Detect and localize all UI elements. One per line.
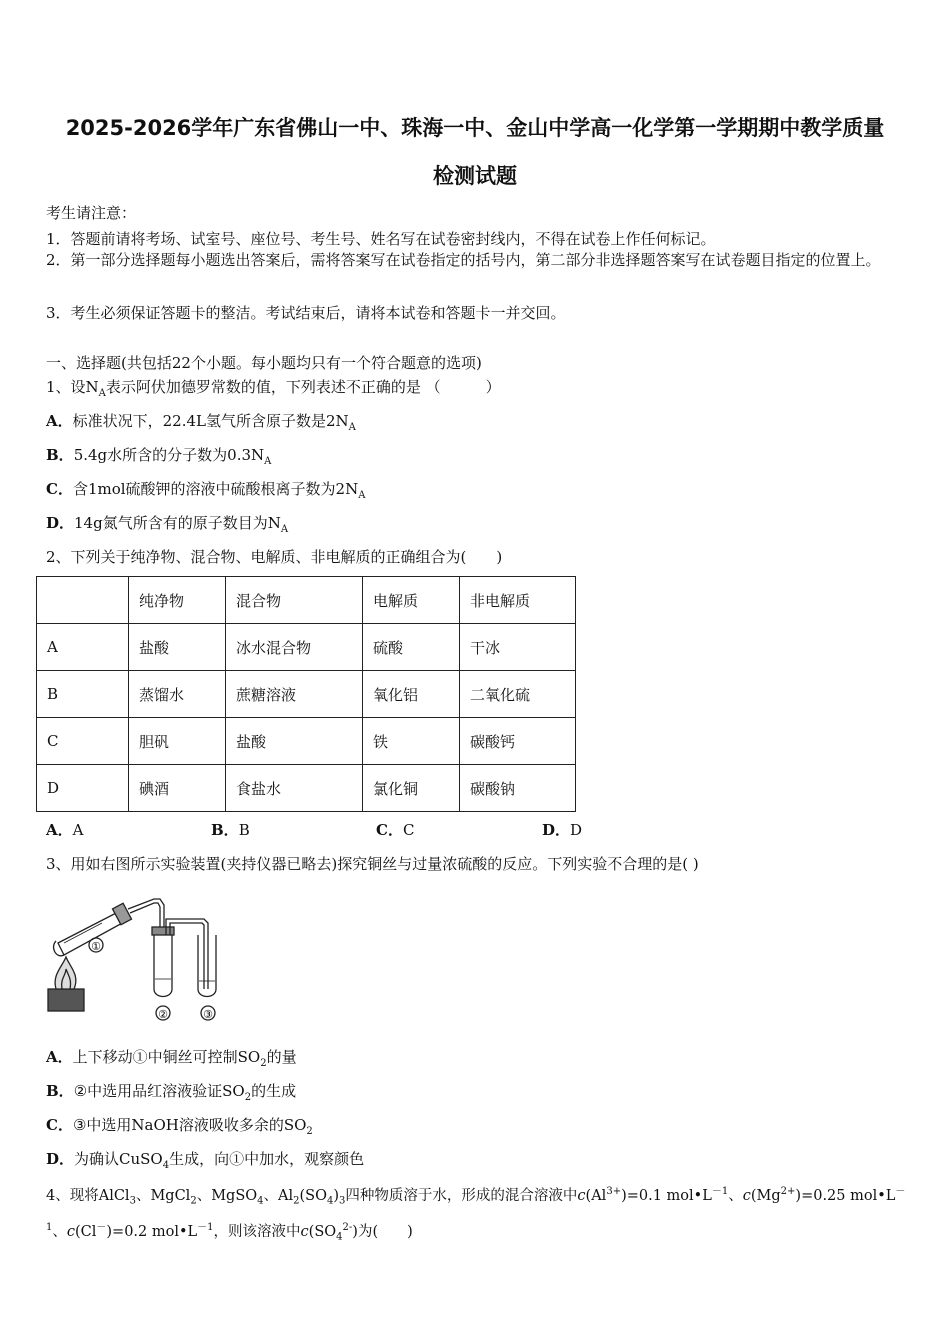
q4-var: c	[66, 1223, 75, 1240]
test-tube-2	[154, 935, 172, 997]
q4-text: 四种物质溶于水，形成的混合溶液中	[345, 1187, 578, 1204]
q1-stem	[46, 376, 501, 399]
q4-text: )	[333, 1187, 340, 1204]
table-cell: A	[37, 624, 129, 671]
table-cell: 碳酸钙	[460, 718, 576, 765]
table-cell: B	[37, 671, 129, 718]
q4-text: 、	[52, 1223, 67, 1240]
q4-sup: －1	[711, 1186, 729, 1197]
table-cell: 二氧化硫	[460, 671, 576, 718]
table-cell: 干冰	[460, 624, 576, 671]
table-header-row	[37, 577, 576, 624]
table-cell: 碘酒	[129, 765, 226, 812]
stopper-2	[152, 927, 174, 935]
table-cell: C	[37, 718, 129, 765]
q4-text: (Mg	[750, 1187, 781, 1204]
option-label: B．	[46, 446, 74, 464]
table-header-cell	[37, 577, 129, 624]
table-header-cell: 混合物	[226, 577, 363, 624]
option-sub: A	[348, 422, 356, 433]
q2-table	[36, 576, 576, 812]
option-text: ②中选用品红溶液验证SO	[73, 1082, 245, 1100]
option-text: B	[238, 821, 250, 839]
q4-sup: －	[96, 1222, 107, 1233]
table-row	[37, 718, 576, 765]
option-label: A．	[46, 1048, 73, 1066]
table-cell: 盐酸	[226, 718, 363, 765]
option-text: 上下移动①中铜丝可控制SO	[72, 1048, 261, 1066]
q4-text: 、	[728, 1187, 743, 1204]
q4-text: 、MgSO	[196, 1187, 258, 1204]
q2-option-b[interactable]	[211, 819, 250, 840]
q4-sub: 4	[336, 1231, 343, 1243]
q4-text: (Cl	[75, 1223, 97, 1240]
option-sub: A	[264, 456, 272, 467]
option-sub: A	[358, 490, 366, 501]
q4-var: c	[300, 1223, 309, 1240]
option-label: C．	[46, 480, 73, 498]
table-cell: 蔗糖溶液	[226, 671, 363, 718]
q2-option-c[interactable]	[376, 819, 414, 840]
table-row	[37, 624, 576, 671]
table-cell: 冰水混合物	[226, 624, 363, 671]
q4-text: 4、现将AlCl	[46, 1187, 130, 1204]
q4-sub: 3	[339, 1195, 346, 1207]
table-header-cell: 非电解质	[460, 577, 576, 624]
option-label: A．	[46, 821, 73, 839]
option-text: 生成，向①中加水，观察颜色	[169, 1150, 365, 1168]
table-cell: 食盐水	[226, 765, 363, 812]
test-tube-3	[198, 935, 216, 997]
option-label: A．	[46, 412, 73, 430]
q4-sub: 4	[257, 1195, 264, 1207]
table-cell: 碳酸钠	[460, 765, 576, 812]
q1-stem-part: 1、设N	[46, 378, 99, 396]
option-text: 为确认CuSO	[74, 1150, 163, 1168]
option-text: 含1mol硫酸钾的溶液中硫酸根离子数为2N	[72, 480, 359, 498]
table-header-cell: 纯净物	[129, 577, 226, 624]
table-cell: D	[37, 765, 129, 812]
option-sub: 2	[244, 1092, 252, 1103]
q4-text: )=0.25 mol•L	[795, 1187, 896, 1204]
table-cell: 氯化铜	[363, 765, 460, 812]
q4-sup: 2+	[780, 1186, 796, 1197]
option-text: D	[570, 821, 583, 839]
q1-option-b[interactable]	[46, 444, 271, 467]
page-title-line2: 检测试题	[433, 164, 517, 188]
q4-text: (SO	[299, 1187, 327, 1204]
table-row	[37, 671, 576, 718]
q3-option-a[interactable]	[46, 1046, 297, 1069]
q4-sup: 1	[46, 1222, 53, 1233]
option-sub: A	[280, 524, 289, 535]
table-cell: 氧化铝	[363, 671, 460, 718]
q4-sup: 3+	[606, 1186, 622, 1197]
q1-option-c[interactable]	[46, 478, 365, 501]
option-text: 标准状况下，22.4L氢气所含原子数是2N	[72, 412, 349, 430]
q4-sub: 4	[327, 1195, 334, 1207]
q3-option-d[interactable]	[46, 1148, 364, 1171]
option-text: C	[402, 821, 415, 839]
option-label: C．	[46, 1116, 73, 1134]
q4-text: )=0.1 mol•L	[621, 1187, 712, 1204]
table-cell: 盐酸	[129, 624, 226, 671]
label-1: ①	[91, 940, 101, 953]
q4-sup: －1	[197, 1222, 214, 1233]
notice-item-3: 3．考生必须保证答题卡的整洁。考试结束后，请将本试卷和答题卡一并交回。	[46, 304, 566, 322]
q2-stem: 2、下列关于纯净物、混合物、电解质、非电解质的正确组合为( )	[46, 548, 503, 566]
option-sub: 4	[162, 1160, 170, 1171]
option-text: 的生成	[251, 1082, 297, 1100]
q2-option-a[interactable]	[46, 819, 83, 840]
option-text: 的量	[266, 1048, 297, 1066]
q4-sub: 3	[129, 1195, 136, 1207]
notice-item-1: 1．答题前请将考场、试室号、座位号、考生号、姓名写在试卷密封线内，不得在试卷上作任何标记。	[46, 230, 716, 248]
table-header-cell: 电解质	[363, 577, 460, 624]
table-cell: 胆矾	[129, 718, 226, 765]
q3-option-c[interactable]	[46, 1114, 313, 1137]
q4-stem-line2	[46, 1218, 413, 1243]
q4-text: 、Al	[263, 1187, 294, 1204]
q3-option-b[interactable]	[46, 1080, 296, 1103]
option-label: B．	[46, 1082, 74, 1100]
option-text: 14g氮气所含有的原子数目为N	[74, 514, 281, 532]
option-label: D．	[542, 821, 571, 839]
option-text: A	[72, 821, 84, 839]
link-tube-inner	[170, 923, 204, 989]
option-label: B．	[211, 821, 239, 839]
q1-option-a[interactable]	[46, 410, 356, 433]
table-row	[37, 765, 576, 812]
q1-option-d[interactable]	[46, 512, 288, 535]
option-sub: 2	[306, 1126, 313, 1137]
label-2: ②	[158, 1008, 168, 1021]
q4-text: 、MgCl	[135, 1187, 191, 1204]
q4-text: )=0.2 mol•L	[106, 1223, 198, 1240]
section-heading: 一、选择题(共包括22个小题。每小题均只有一个符合题意的选项)	[46, 354, 482, 372]
stopper-1	[112, 903, 131, 925]
option-label: C．	[376, 821, 403, 839]
table-cell: 硫酸	[363, 624, 460, 671]
q4-sub: 2	[190, 1195, 197, 1207]
apparatus-diagram	[42, 893, 242, 1027]
q4-sup: －	[895, 1186, 906, 1197]
option-label: D．	[46, 1150, 75, 1168]
q4-text: (Al	[585, 1187, 607, 1204]
q1-stem-part: 表示阿伏加德罗常数的值，下列表述不正确的是 （ ）	[105, 378, 501, 396]
q4-var: c	[742, 1187, 751, 1204]
option-label: D．	[46, 514, 75, 532]
q1-stem-sub: A	[98, 388, 106, 399]
notice-heading: 考生请注意：	[46, 204, 137, 222]
q4-sup: 2-	[342, 1222, 353, 1233]
option-text: ③中选用NaOH溶液吸收多余的SO	[72, 1116, 307, 1134]
q4-text: )为( )	[352, 1223, 413, 1240]
q4-stem-line1	[46, 1182, 905, 1207]
q4-text: (SO	[308, 1223, 337, 1240]
heat-block	[48, 989, 84, 1011]
q4-var: c	[577, 1187, 586, 1204]
q3-stem: 3、用如右图所示实验装置(夹持仪器已略去)探究铜丝与过量浓硫酸的反应。下列实验不合理的是( )	[46, 855, 699, 873]
q2-option-d[interactable]	[542, 819, 582, 840]
q4-text: ，则该溶液中	[213, 1223, 301, 1240]
q4-sub: 2	[293, 1195, 300, 1207]
notice-item-2: 2．第一部分选择题每小题选出答案后，需将答案写在试卷指定的括号内，第二部分非选择题答案写在试卷题目指定的位置上。	[46, 251, 881, 269]
page-title-line1: 2025-2026学年广东省佛山一中、珠海一中、金山中学高一化学第一学期期中教学质量	[65, 116, 885, 140]
table-cell: 铁	[363, 718, 460, 765]
table-cell: 蒸馏水	[129, 671, 226, 718]
label-3: ③	[203, 1008, 213, 1021]
option-sub: 2	[260, 1058, 267, 1069]
option-text: 5.4g水所含的分子数为0.3N	[73, 446, 265, 464]
